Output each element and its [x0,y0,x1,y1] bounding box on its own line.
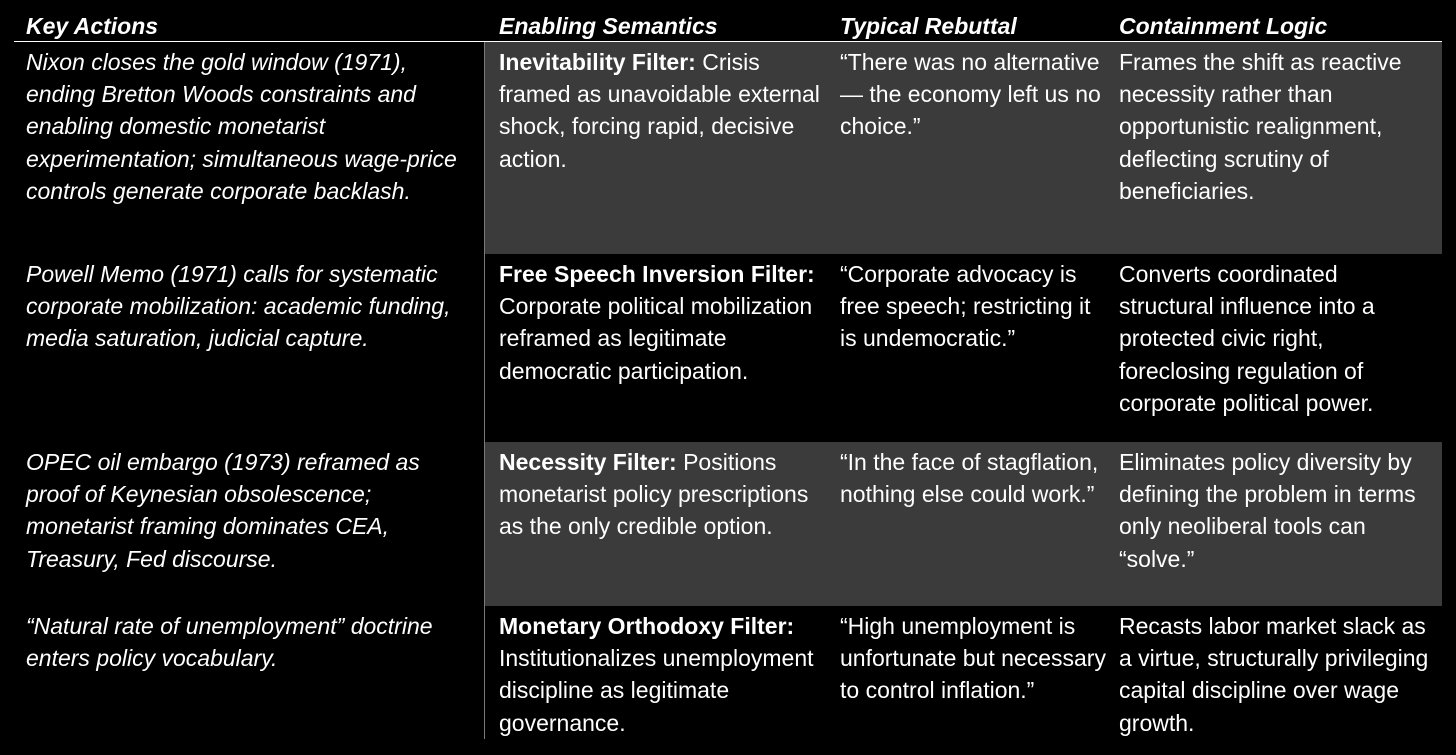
header-key-actions: Key Actions [26,13,159,39]
table-row [14,42,1442,254]
key-action-cell: OPEC oil embargo (1973) reframed as proof of Keynesian obsolescence; monetarist framing dominates CEA, Treasury, Fed discourse. [26,449,420,572]
filters-table [14,8,1442,739]
filter-name: Necessity Filter: [499,449,677,475]
typical-rebuttal-cell: “There was no alternative — the economy left us no choice.” [840,49,1101,140]
key-action-cell: Powell Memo (1971) calls for systematic corporate mobilization: academic funding, media saturation, judicial capture. [26,261,451,352]
typical-rebuttal-cell: “High unemployment is unfortunate but necessary to control inflation.” [840,613,1106,704]
containment-logic-cell: Frames the shift as reactive necessity rather than opportunistic realignment, deflecting scrutiny of beneficiaries. [1119,49,1402,204]
enabling-semantics-cell [499,446,829,543]
header-typical-rebuttal: Typical Rebuttal [840,13,1017,39]
filter-name: Monetary Orthodoxy Filter: [499,613,795,639]
column-divider [484,606,485,739]
table-row [14,606,1442,739]
key-action-cell: Nixon closes the gold window (1971), ending Bretton Woods constraints and enabling domestic monetarist experimentation; simultaneous wage-price controls generate corporate backlash. [26,49,457,204]
enabling-semantics-cell [499,610,829,739]
filter-description: Corporate political mobilization reframed as legitimate democratic participation. [499,293,813,384]
table-header [14,8,1442,42]
typical-rebuttal-cell: “Corporate advocacy is free speech; restricting it is undemocratic.” [840,261,1091,352]
typical-rebuttal-cell: “In the face of stagflation, nothing else could work.” [840,449,1099,508]
filter-description: Institutionalizes unemployment discipline as legitimate governance. [499,645,814,736]
filter-name: Free Speech Inversion Filter: [499,261,815,287]
filter-name: Inevitability Filter: [499,49,696,75]
column-divider [484,42,485,254]
column-divider [484,442,485,606]
containment-logic-cell: Converts coordinated structural influence into a protected civic right, foreclosing regulation of corporate political power. [1119,261,1375,416]
key-action-cell: “Natural rate of unemployment” doctrine enters policy vocabulary. [26,613,433,672]
filter-description: Crisis framed as unavoidable external shock, forcing rapid, decisive action. [499,49,820,172]
table-row [14,254,1442,442]
containment-logic-cell: Eliminates policy diversity by defining the problem in terms only neoliberal tools can “solve.” [1119,449,1416,572]
column-divider [484,254,485,442]
enabling-semantics-cell [499,46,829,175]
containment-logic-cell: Recasts labor market slack as a virtue, structurally privileging capital discipline over wage growth. [1119,613,1429,736]
header-containment-logic: Containment Logic [1119,13,1328,39]
table-row [14,442,1442,606]
header-enabling-semantics: Enabling Semantics [499,13,718,39]
filter-description: Positions monetarist policy prescriptions as the only credible option. [499,449,809,540]
enabling-semantics-cell [499,258,829,387]
